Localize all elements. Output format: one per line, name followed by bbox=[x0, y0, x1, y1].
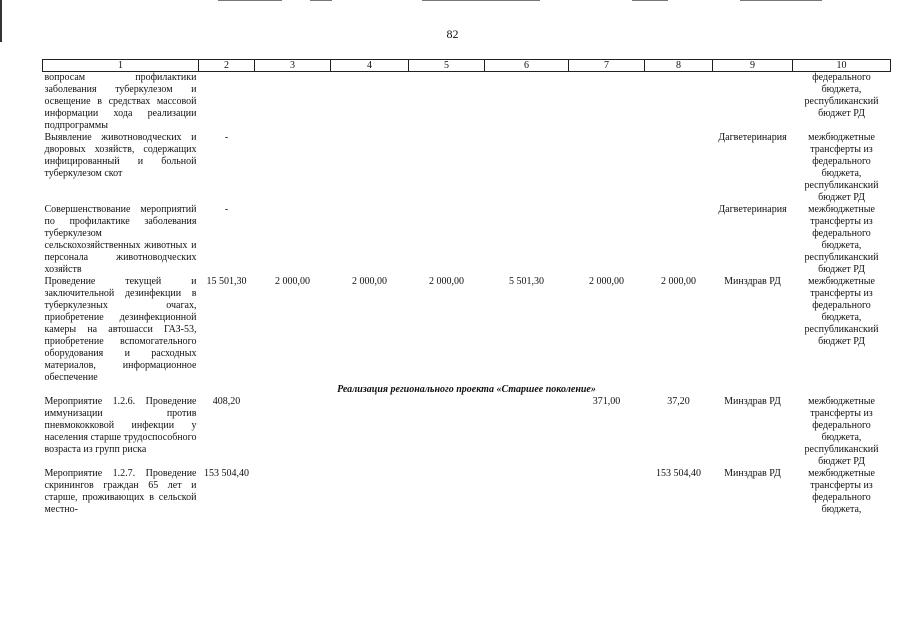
header-col-4: 4 bbox=[331, 60, 409, 72]
funding-source: межбюджетные трансферты из федерального бюджета, республиканский бюджет РД bbox=[804, 396, 879, 467]
cell-col4 bbox=[331, 72, 409, 133]
header-col-5: 5 bbox=[409, 60, 485, 72]
cell-col3 bbox=[255, 204, 331, 276]
cell-col7 bbox=[569, 204, 645, 276]
executor: Дагветеринария bbox=[718, 204, 787, 215]
cell-col5 bbox=[409, 204, 485, 276]
cell-col6 bbox=[485, 204, 569, 276]
cell-col7 bbox=[569, 72, 645, 133]
activity-description: Выявление животноводческих и дворовых хозяйств, содержащих инфицированный и больной туберкулезом скот bbox=[44, 132, 197, 179]
activity-description: Мероприятие 1.2.7. Проведение скринингов граждан 65 лет и старше, проживающих в сельской местно- bbox=[44, 468, 197, 515]
table-row bbox=[43, 396, 891, 468]
cell-total: - bbox=[224, 204, 229, 215]
executor bbox=[713, 72, 793, 133]
cell-col7 bbox=[569, 132, 645, 204]
activity-description: Проведение текущей и заключительной дезинфекции в туберкулезных очагах, приобретение дезинфекционной камеры на автошасси ГАЗ-53, приобретение вспомогательного оборудования и расходных материалов, информационное обеспечение bbox=[44, 276, 197, 383]
cell-total: 153 504,40 bbox=[204, 468, 249, 479]
cell-col8: 2 000,00 bbox=[661, 276, 696, 287]
cell-col8 bbox=[645, 72, 713, 133]
header-col-7: 7 bbox=[569, 60, 645, 72]
program-table bbox=[42, 59, 891, 516]
top-border-fragment bbox=[632, 0, 668, 1]
cell-col3 bbox=[255, 396, 331, 468]
header-col-1: 1 bbox=[43, 60, 199, 72]
cell-col4 bbox=[331, 132, 409, 204]
top-border-fragment bbox=[422, 0, 540, 1]
cell-col5 bbox=[409, 396, 485, 468]
cell-col8 bbox=[645, 204, 713, 276]
executor: Дагветеринария bbox=[718, 132, 787, 143]
executor: Минздрав РД bbox=[724, 396, 781, 407]
cell-col7 bbox=[569, 468, 645, 516]
cell-col7: 2 000,00 bbox=[589, 276, 624, 287]
funding-source: федерального бюджета, республиканский бюджет РД bbox=[804, 72, 879, 119]
header-col-10: 10 bbox=[793, 60, 891, 72]
cell-total: - bbox=[224, 132, 229, 143]
section-row bbox=[43, 384, 891, 396]
cell-total bbox=[199, 72, 255, 133]
cell-col8: 37,20 bbox=[667, 396, 690, 407]
cell-col6 bbox=[485, 468, 569, 516]
cell-col3 bbox=[255, 132, 331, 204]
cell-col3 bbox=[255, 468, 331, 516]
cell-col8: 153 504,40 bbox=[656, 468, 701, 479]
cell-col5 bbox=[409, 72, 485, 133]
cell-col6 bbox=[485, 396, 569, 468]
funding-source: межбюджетные трансферты из федерального бюджета, bbox=[808, 468, 875, 515]
cell-col5: 2 000,00 bbox=[429, 276, 464, 287]
cell-col6 bbox=[485, 132, 569, 204]
section-title: Реализация регионального проекта «Старшее поколение» bbox=[337, 384, 596, 395]
funding-source: межбюджетные трансферты из федерального бюджета, республиканский бюджет РД bbox=[804, 204, 879, 275]
cell-col4: 2 000,00 bbox=[352, 276, 387, 287]
header-row bbox=[43, 60, 891, 72]
funding-source: межбюджетные трансферты из федерального бюджета, республиканский бюджет РД bbox=[804, 276, 879, 347]
top-border-fragment bbox=[740, 0, 822, 1]
cell-col5 bbox=[409, 468, 485, 516]
activity-description: Мероприятие 1.2.6. Проведение иммунизации против пневмококковой инфекции у населения старше трудоспособного возраста из групп риска bbox=[44, 396, 197, 455]
cell-col6: 5 501,30 bbox=[509, 276, 544, 287]
cell-col8 bbox=[645, 132, 713, 204]
table-row bbox=[43, 276, 891, 384]
cell-col6 bbox=[485, 72, 569, 133]
table-row bbox=[43, 72, 891, 133]
activity-description: вопросам профилактики заболевания туберкулезом и освещение в средствах массовой информации хода реализации подпрограммы bbox=[44, 72, 197, 131]
page-number: 82 bbox=[446, 27, 459, 41]
cell-col4 bbox=[331, 204, 409, 276]
funding-source: межбюджетные трансферты из федерального бюджета, республиканский бюджет РД bbox=[804, 132, 879, 203]
cell-total: 408,20 bbox=[212, 396, 241, 407]
cell-col3: 2 000,00 bbox=[275, 276, 310, 287]
cell-total: 15 501,30 bbox=[206, 276, 247, 287]
header-col-3: 3 bbox=[255, 60, 331, 72]
cell-col7: 371,00 bbox=[592, 396, 621, 407]
header-col-8: 8 bbox=[645, 60, 713, 72]
cell-col4 bbox=[331, 396, 409, 468]
table-row bbox=[43, 204, 891, 276]
header-col-6: 6 bbox=[485, 60, 569, 72]
top-border-fragment bbox=[218, 0, 282, 1]
cell-col5 bbox=[409, 132, 485, 204]
table-row bbox=[43, 468, 891, 516]
header-col-2: 2 bbox=[199, 60, 255, 72]
executor: Минздрав РД bbox=[724, 276, 781, 287]
activity-description: Совершенствование мероприятий по профилактике заболевания туберкулезом сельскохозяйственных животных и персонала животноводческих хозяйств bbox=[44, 204, 197, 275]
table-row bbox=[43, 132, 891, 204]
cell-col4 bbox=[331, 468, 409, 516]
cell-col3 bbox=[255, 72, 331, 133]
header-col-9: 9 bbox=[713, 60, 793, 72]
executor: Минздрав РД bbox=[724, 468, 781, 479]
top-border-fragment bbox=[310, 0, 332, 1]
